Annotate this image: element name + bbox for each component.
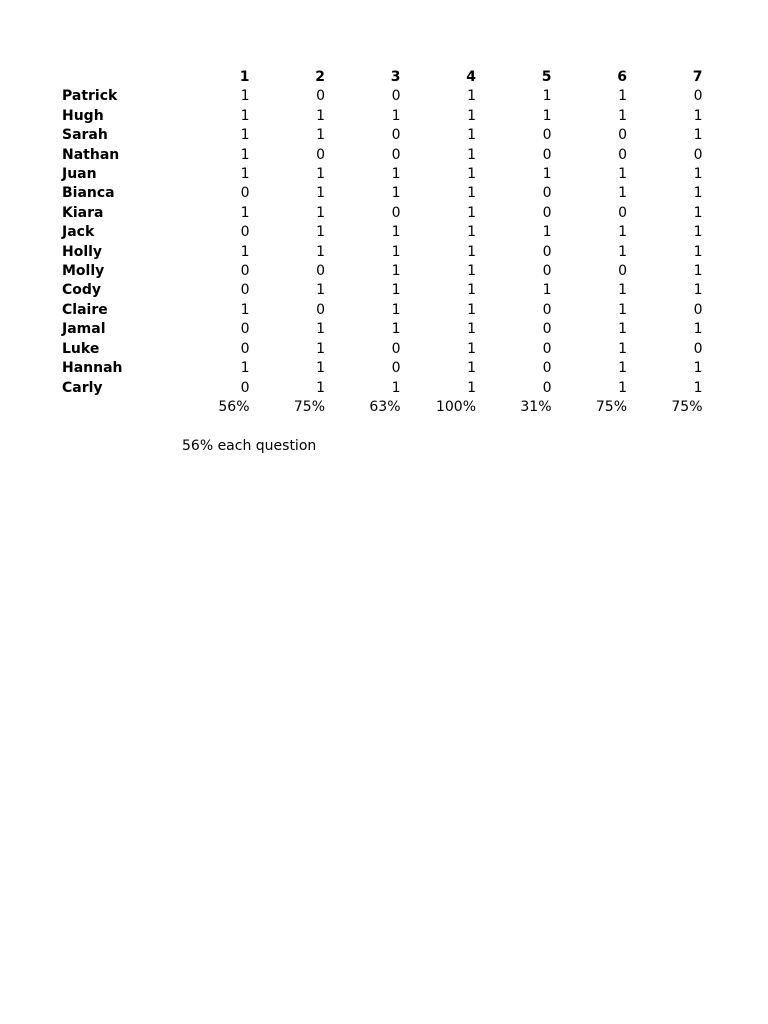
score-cell: 1 [693,166,703,183]
score-cell: 0 [542,204,552,221]
question-header: 2 [315,69,325,85]
score-cell: 1 [316,166,325,183]
score-cell: 1 [618,166,627,183]
name-column-header [62,68,174,87]
score-cell: 1 [391,243,401,260]
student-name: Luke [62,340,100,357]
score-cell: 1 [693,243,703,260]
score-cell: 1 [316,340,325,357]
table-row [62,340,703,359]
score-cell: 1 [316,185,325,202]
percentage-cell: 75% [595,398,627,415]
score-cell: 1 [467,379,476,396]
student-name: Kiara [62,204,104,221]
student-name: Claire [62,301,108,318]
score-cell: 0 [240,282,250,299]
score-cell: 1 [467,243,476,260]
student-name: Nathan [62,146,120,163]
table-row [62,262,703,281]
student-name: Jamal [62,321,106,338]
student-name: Juan [62,166,97,183]
score-cell: 0 [391,88,401,105]
score-cell: 1 [240,127,250,144]
score-cell: 1 [316,360,325,377]
score-cell: 0 [693,340,703,357]
score-cell: 1 [240,204,250,221]
score-cell: 0 [542,146,552,163]
score-cell: 1 [693,321,703,338]
percentage-cell: 31% [520,398,552,415]
score-cell: 0 [391,127,401,144]
student-name: Patrick [62,88,118,105]
score-cell: 1 [693,185,703,202]
score-cell: 1 [693,379,703,396]
score-cell: 1 [316,379,325,396]
score-cell: 0 [693,88,703,105]
score-cell: 1 [693,263,703,280]
student-name: Carly [62,379,103,396]
percentage-cell: 63% [369,398,401,415]
score-cell: 0 [542,340,552,357]
score-cell: 0 [542,379,552,396]
student-name: Hugh [62,107,104,124]
score-cell: 1 [240,107,250,124]
score-cell: 1 [693,282,703,299]
score-cell: 1 [467,263,476,280]
score-table-body [62,87,703,398]
question-header: 6 [617,69,627,85]
score-cell: 0 [240,185,250,202]
score-cell: 0 [240,321,250,338]
score-cell: 1 [240,360,250,377]
score-cell: 1 [693,224,703,241]
question-header: 7 [692,69,703,85]
question-header: 5 [541,69,552,85]
score-cell: 0 [316,301,325,318]
table-row [62,107,703,126]
score-cell: 0 [618,263,627,280]
score-cell: 1 [467,88,476,105]
score-cell: 1 [391,321,401,338]
score-cell: 1 [391,107,401,124]
score-cell: 0 [542,360,552,377]
score-cell: 1 [618,360,627,377]
score-cell: 1 [467,224,476,241]
score-cell: 0 [618,127,627,144]
table-row [62,146,703,165]
question-header: 4 [466,69,476,85]
score-cell: 1 [693,204,703,221]
student-name: Hannah [62,360,123,377]
score-cell: 0 [542,263,552,280]
header-row [62,68,703,87]
score-cell: 0 [316,146,325,163]
score-cell: 1 [618,340,627,357]
student-name: Cody [62,282,102,299]
score-cell: 1 [391,301,401,318]
score-cell: 1 [467,321,476,338]
question-header: 3 [390,69,401,85]
score-cell: 1 [618,185,627,202]
student-name: Sarah [62,127,108,144]
score-cell: 1 [693,127,703,144]
percentage-row [62,398,703,417]
score-cell: 1 [467,127,476,144]
score-cell: 0 [391,146,401,163]
score-cell: 1 [240,146,250,163]
student-name: Jack [62,224,95,241]
score-cell: 0 [618,146,627,163]
table-row [62,301,703,320]
score-cell: 1 [316,282,325,299]
table-row [62,126,703,145]
student-name: Holly [62,243,103,260]
table-row [62,87,703,106]
table-row [62,320,703,339]
score-cell: 1 [618,321,627,338]
table-row [62,223,703,242]
score-cell: 1 [618,282,627,299]
score-cell: 0 [391,340,401,357]
table-row [62,379,703,398]
percentage-row-label [62,398,174,417]
score-cell: 0 [240,340,250,357]
score-table [62,68,703,417]
score-cell: 1 [391,224,401,241]
percentage-cell: 100% [435,398,476,415]
score-cell: 1 [316,321,325,338]
table-row [62,359,703,378]
score-cell: 1 [467,166,476,183]
score-cell: 1 [618,224,627,241]
score-cell: 1 [467,282,476,299]
score-cell: 1 [316,107,325,124]
score-cell: 1 [542,88,552,105]
score-cell: 0 [391,204,401,221]
table-row [62,281,703,300]
score-cell: 1 [240,301,250,318]
score-cell: 1 [391,282,401,299]
score-cell: 0 [391,360,401,377]
score-cell: 1 [618,107,627,124]
score-cell: 0 [693,146,703,163]
table-row [62,204,703,223]
score-cell: 0 [542,185,552,202]
score-cell: 0 [316,88,325,105]
score-cell: 0 [618,204,627,221]
percentage-cell: 56% [218,398,250,415]
score-cell: 1 [240,243,250,260]
score-cell: 1 [391,185,401,202]
score-cell: 0 [542,127,552,144]
score-cell: 1 [316,127,325,144]
score-cell: 0 [240,224,250,241]
score-cell: 1 [467,204,476,221]
score-cell: 1 [391,263,401,280]
score-cell: 1 [467,185,476,202]
score-cell: 0 [542,301,552,318]
score-cell: 0 [240,379,250,396]
score-cell: 1 [467,107,476,124]
table-row [62,184,703,203]
score-cell: 1 [316,204,325,221]
score-cell: 1 [391,166,401,183]
summary-note: 56% each question [182,438,317,454]
score-cell: 1 [618,88,627,105]
score-cell: 1 [240,166,250,183]
score-cell: 1 [542,224,552,241]
score-cell: 1 [467,360,476,377]
score-cell: 1 [618,379,627,396]
score-cell: 0 [240,263,250,280]
score-cell: 0 [542,243,552,260]
student-name: Molly [62,263,105,280]
table-row [62,243,703,262]
score-cell: 1 [467,340,476,357]
score-cell: 1 [618,301,627,318]
score-cell: 1 [542,282,552,299]
percentage-cell: 75% [671,398,703,415]
score-cell: 1 [240,88,250,105]
score-cell: 1 [391,379,401,396]
score-cell: 1 [542,107,552,124]
score-cell: 1 [618,243,627,260]
score-cell: 1 [316,224,325,241]
score-cell: 1 [542,166,552,183]
score-cell: 0 [316,263,325,280]
score-cell: 1 [467,301,476,318]
score-cell: 0 [542,321,552,338]
table-row [62,165,703,184]
score-cell: 1 [693,107,703,124]
score-cell: 1 [316,243,325,260]
question-header: 1 [239,69,250,85]
score-cell: 1 [467,146,476,163]
percentage-cell: 75% [293,398,325,415]
score-cell: 0 [693,301,703,318]
student-name: Bianca [62,185,115,202]
score-cell: 1 [693,360,703,377]
